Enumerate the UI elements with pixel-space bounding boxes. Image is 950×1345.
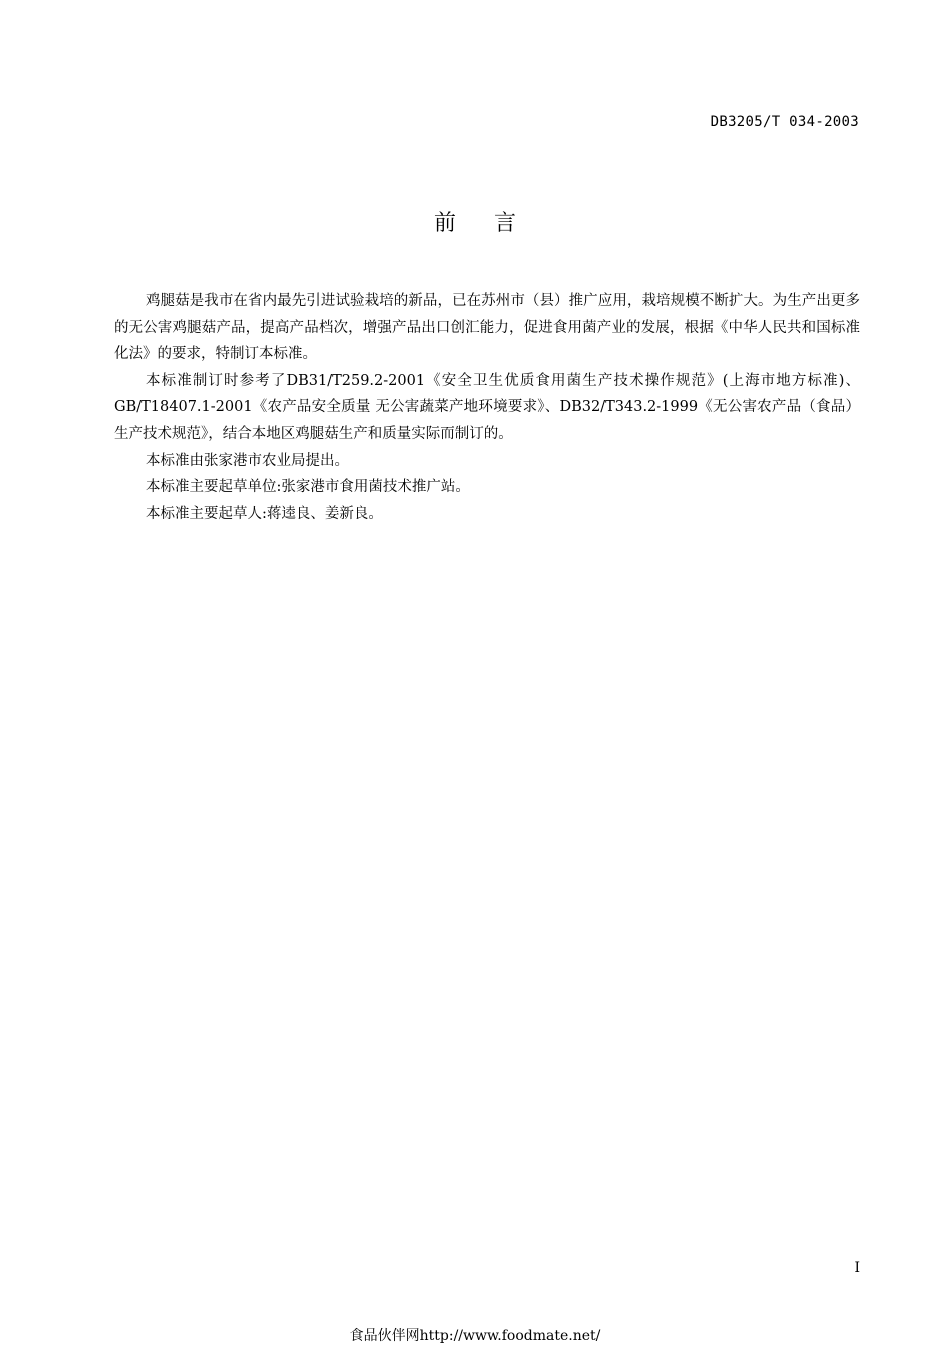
paragraph-5: 本标准主要起草人:蒋逵良、姜新良。 xyxy=(146,505,383,522)
foreword-body xyxy=(114,288,860,527)
paragraph-3: 本标准由张家港市农业局提出。 xyxy=(146,452,349,469)
page-title: 前言 xyxy=(433,211,554,236)
footer-watermark: 食品伙伴网http://www.foodmate.net/ xyxy=(349,1328,601,1344)
paragraph-2: 本标准制订时参考了DB31/T259.2-2001《安全卫生优质食用菌生产技术操作规范》(上海市地方标准)、GB/T18407.1-2001《农产品安全质量 无公害蔬菜产地环境要求》、DB32/T343.2-1999《无公害农产品（食品）生产技术规范》，结合本地区鸡腿菇生产和质量实际而制订的。 xyxy=(114,372,860,442)
paragraph-1: 鸡腿菇是我市在省内最先引进试验栽培的新品，已在苏州市（县）推广应用，栽培规模不断扩大。为生产出更多的无公害鸡腿菇产品，提高产品档次，增强产品出口创汇能力，促进食用菌产业的发展，根据《中华人民共和国标准化法》的要求，特制订本标准。 xyxy=(114,293,860,363)
paragraph-4: 本标准主要起草单位:张家港市食用菌技术推广站。 xyxy=(146,479,470,496)
page-number: I xyxy=(854,1260,860,1276)
standard-code: DB3205/T 034-2003 xyxy=(710,114,859,130)
